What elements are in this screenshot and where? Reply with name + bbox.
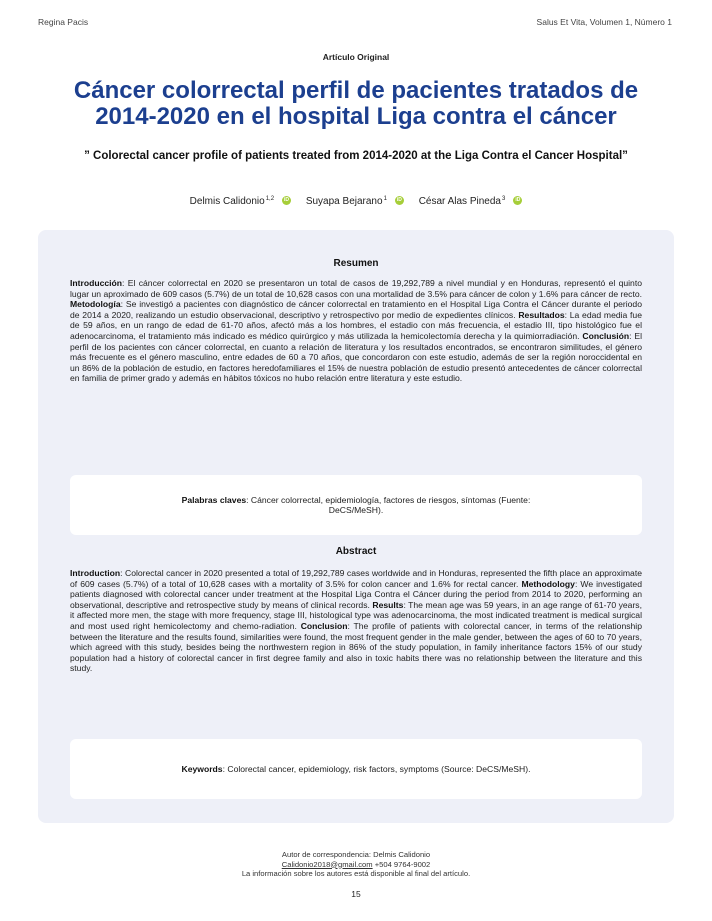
article-title: Cáncer colorrectal perfil de pacientes tratados de 2014-2020 en el hospital Liga contra el cáncer	[73, 77, 639, 130]
phone-number: +504 9764-9002	[372, 859, 431, 869]
running-header-left: Regina Pacis	[38, 17, 89, 27]
abstract-heading: Abstract	[335, 546, 377, 557]
page-number: 15	[351, 889, 361, 899]
author-name: César Alas Pineda	[418, 196, 501, 207]
palabras-claves	[166, 495, 546, 516]
abstract-text: : Colorectal cancer in 2020 presented a total of 19,292,789 cases worldwide and in Honduras, represented the fifth place an approximate of 609 cases (5.7%) of a total of 10,628 cases with a mortality of 3.5% for colon cancer and 1.6% for rectal cancer.	[70, 568, 642, 589]
author-affiliation: 1	[383, 196, 387, 202]
keywords	[166, 764, 546, 775]
abstract-text: : We investigated patients diagnosed with colorectal cancer under treatment at the Hospital Liga Contra el Cáncer during the period from 2014 to 2020, performing an observational, descriptive and retrospective study by means of clinical records.	[70, 578, 642, 610]
abstract-body	[70, 568, 642, 674]
abstract-label: Methodology	[521, 578, 575, 589]
author	[419, 196, 523, 207]
article-type: Artículo Original	[322, 52, 390, 62]
orcid-icon[interactable]: iD	[396, 196, 402, 203]
orcid-icon[interactable]: iD	[284, 196, 290, 203]
abstract-label: Introduction	[70, 568, 121, 578]
abstract-label: Results	[372, 599, 404, 610]
resumen-text: : El cáncer colorrectal en 2020 se presentaron un total de casos de 19,292,789 a nivel mundial y en Honduras, representó el quinto lugar un aproximado de 609 casos (5.7%) de un total de 10,628 casos con una mortalidad de 3.5% para cáncer de colon y 1.6% para cáncer de recto.	[70, 278, 642, 299]
abstract-text: : The mean age was 59 years, in an age range of 61-70 years, it affected more men, the stage with more frequency, stage III, histological type was adenocarcinoma, the most indicated treatment is medical surgical and most used right hemicolectomy and chemo-radiation.	[70, 599, 642, 631]
author-affiliation: 3	[501, 196, 506, 202]
resumen-label: Conclusión	[582, 330, 630, 341]
correspondence-author: Autor de correspondencia: Delmis Calidonio	[281, 850, 431, 859]
orcid-icon[interactable]: iD	[515, 196, 521, 203]
resumen-text: : Se investigó a pacientes con diagnóstico de cáncer colorrectal en tratamiento en el Hospital Liga Contra el Cáncer durante el periodo de 2014 a 2020, realizando un estudio observacional, descriptivo y retrospectivo por medio de expedientes clínicos.	[70, 299, 642, 320]
author-name: Suyapa Bejarano	[305, 196, 383, 207]
abstract-text: : The profile of patients with colorectal cancer, in terms of the relationship between the literature and the results found, similarities were found, the most frequent gender in the male gender, between the ages of 60 to 70 years, which agreed with this study, besides being the northwestern region in 86% of the study population, in family inheritance factors 15% of our study population had a history of colorectal cancer in first degree family and also in toxic habits there was no relationship between the literature and this study.	[70, 620, 642, 674]
author	[306, 196, 404, 207]
resumen-text: : El perfil de los pacientes con cáncer colorrectal, en cuanto a relación de literatura y los resultados encontrados, se encontraron similitudes, el género más frecuente es el género masculino, entre edades de 60 a 70 años, que concordaron con este estudio, además de ser la región noroccidental en un 86% de la población de estudio, en factores heredofamiliares el 15% de nuestra población de estudio presentó antecedentes de cáncer colorrectal en familia de primer grado y además en hábitos tóxicos no hubo relación entre literatura y este estudio.	[70, 330, 642, 384]
resumen-heading: Resumen	[333, 258, 379, 269]
resumen-text: : La edad media fue de 59 años, en un rango de edad de 61-70 años, afectó más a los hombres, el estadio con más frecuencia, el estadio III, tipo histológico fue el adenocarcinoma, el tratamiento más indicado es médico quirúrgico y más utilizada la hemicolectomía derecha y la quimiorradiación.	[70, 309, 642, 341]
resumen-label: Metodología	[70, 299, 121, 310]
palabras-claves-text: : Cáncer colorrectal, epidemiología, factores de riesgos, síntomas (Fuente: DeCS/MeSH).	[246, 494, 531, 515]
email-link[interactable]: Calidonio2018@gmail.com	[281, 859, 373, 869]
abstract-label: Conclusion	[300, 620, 348, 631]
contact-line	[0, 860, 712, 870]
author-name: Delmis Calidonio	[189, 196, 265, 207]
keywords-box	[70, 739, 642, 799]
running-header-right: Salus Et Vita, Volumen 1, Número 1	[536, 17, 672, 27]
resumen-body	[70, 278, 642, 384]
resumen-label: Resultados	[518, 309, 565, 320]
palabras-claves-label: Palabras claves	[181, 494, 247, 505]
abstract-panel	[38, 230, 674, 823]
authors-info-note: La información sobre los autores está disponible al final del artículo.	[241, 869, 471, 878]
palabras-claves-box	[70, 475, 642, 535]
author-list	[0, 196, 712, 207]
resumen-label: Introducción	[70, 278, 123, 288]
keywords-text: : Colorectal cancer, epidemiology, risk factors, symptoms (Source: DeCS/MeSH).	[222, 763, 531, 774]
keywords-label: Keywords	[181, 763, 223, 774]
author-affiliation: 1,2	[265, 196, 275, 202]
correspondence-footer	[0, 850, 712, 879]
article-subtitle: ” Colorectal cancer profile of patients treated from 2014-2020 at the Liga Contra el Cancer Hospital”	[84, 150, 628, 162]
author	[190, 196, 291, 207]
